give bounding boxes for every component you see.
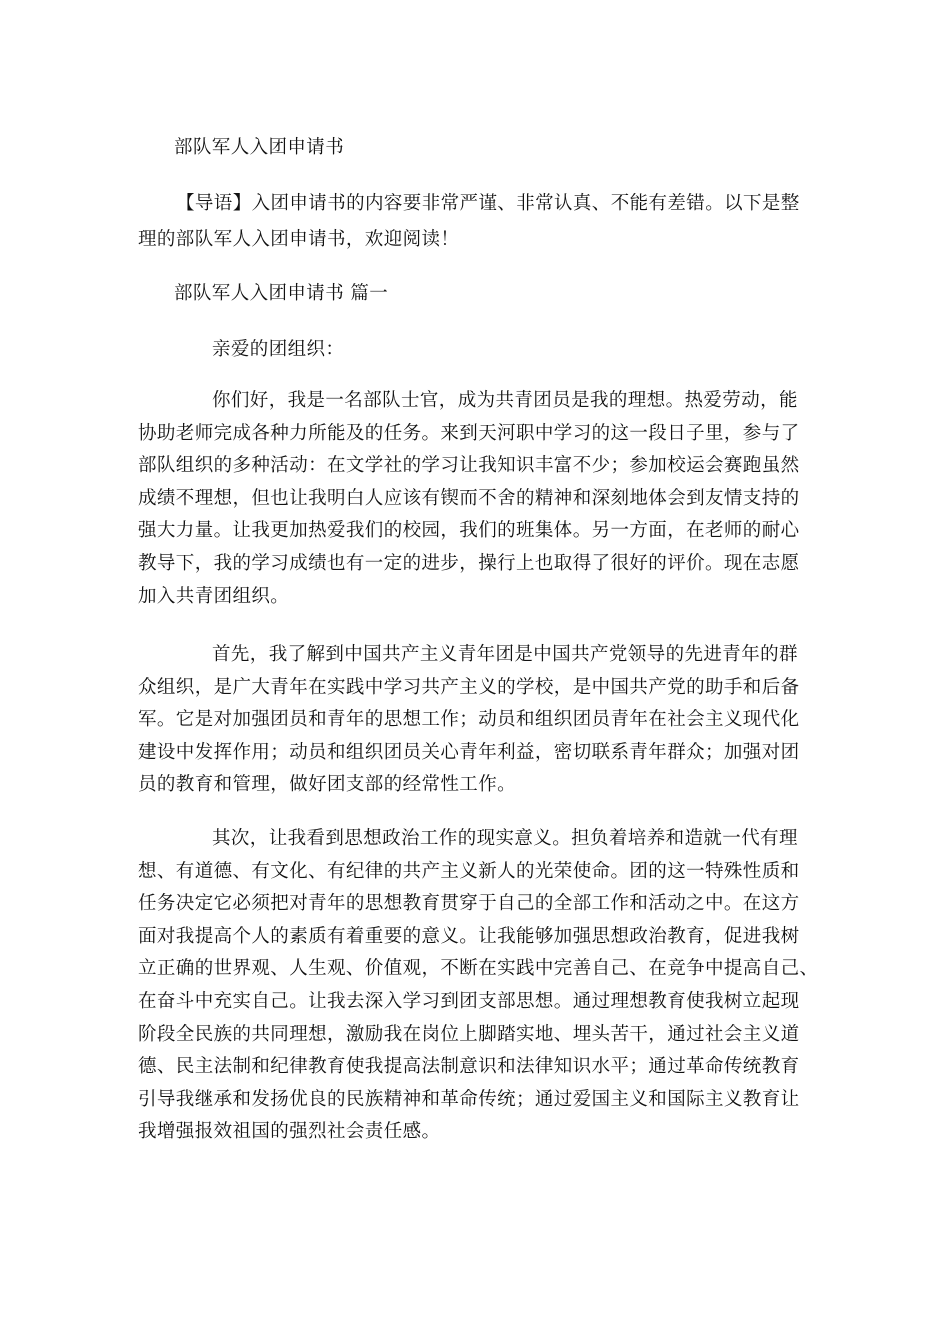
paragraph-line: 军。它是对加强团员和青年的思想工作；动员和组织团员青年在社会主义现代化 (138, 709, 800, 731)
paragraph-line: 教导下，我的学习成绩也有一定的进步，操行上也取得了很好的评价。现在志愿 (138, 552, 800, 574)
paragraph-line: 成绩不理想，但也让我明白人应该有锲而不舍的精神和深刻地体会到友情支持的 (138, 487, 800, 509)
paragraph-line: 众组织，是广大青年在实践中学习共产主义的学校，是中国共产党的助手和后备 (138, 676, 800, 698)
lead-line-1: 【导语】入团申请书的内容要非常严谨、非常认真、不能有差错。以下是整 (176, 193, 800, 214)
paragraph-2 (138, 639, 818, 802)
paragraph-line: 强大力量。让我更加热爱我们的校园，我们的班集体。另一方面，在老师的耐心 (138, 520, 800, 542)
paragraph-3 (138, 823, 818, 1149)
paragraph-line: 员的教育和管理，做好团支部的经常性工作。 (138, 774, 517, 796)
paragraph-line: 面对我提高个人的素质有着重要的意义。让我能够加强思想政治教育，促进我树 (138, 925, 800, 947)
paragraph-line: 立正确的世界观、人生观、价值观，不断在实践中完善自己、在竞争中提高自己、 (138, 958, 819, 980)
paragraph-line: 想、有道德、有文化、有纪律的共产主义新人的光荣使命。团的这一特殊性质和 (138, 860, 800, 882)
paragraph-line: 在奋斗中充实自己。让我去深入学习到团支部思想。通过理想教育使我树立起现 (138, 990, 800, 1012)
paragraph-line: 我增强报效祖国的强烈社会责任感。 (138, 1121, 441, 1143)
paragraph-line: 协助老师完成各种力所能及的任务。来到天河职中学习的这一段日子里，参与了 (138, 422, 800, 444)
lead-line-2: 理的部队军人入团申请书，欢迎阅读！ (138, 229, 460, 250)
salutation: 亲爱的团组织： (212, 339, 345, 360)
document-title: 部队军人入团申请书 (174, 137, 345, 158)
paragraph-line: 建设中发挥作用；动员和组织团员关心青年利益，密切联系青年群众；加强对团 (138, 741, 800, 763)
paragraph-line: 引导我继承和发扬优良的民族精神和革命传统；通过爱国主义和国际主义教育让 (138, 1088, 800, 1110)
paragraph-line: 加入共青团组织。 (138, 585, 290, 607)
paragraph-line: 阶段全民族的共同理想，激励我在岗位上脚踏实地、埋头苦干，通过社会主义道 (138, 1023, 800, 1045)
paragraph-line: 首先，我了解到中国共产主义青年团是中国共产党领导的先进青年的群 (212, 644, 798, 665)
paragraph-line: 部队组织的多种活动：在文学社的学习让我知识丰富不少；参加校运会赛跑虽然 (138, 455, 800, 477)
section-title: 部队军人入团申请书 篇一 (174, 283, 389, 304)
paragraph-line: 任务决定它必须把对青年的思想教育贯穿于自己的全部工作和活动之中。在这方 (138, 893, 800, 915)
paragraph-1 (138, 385, 818, 613)
paragraph-line: 你们好，我是一名部队士官，成为共青团员是我的理想。热爱劳动，能 (212, 390, 798, 411)
paragraph-line: 其次，让我看到思想政治工作的现实意义。担负着培养和造就一代有理 (212, 828, 798, 849)
paragraph-line: 德、民主法制和纪律教育使我提高法制意识和法律知识水平；通过革命传统教育 (138, 1056, 800, 1078)
